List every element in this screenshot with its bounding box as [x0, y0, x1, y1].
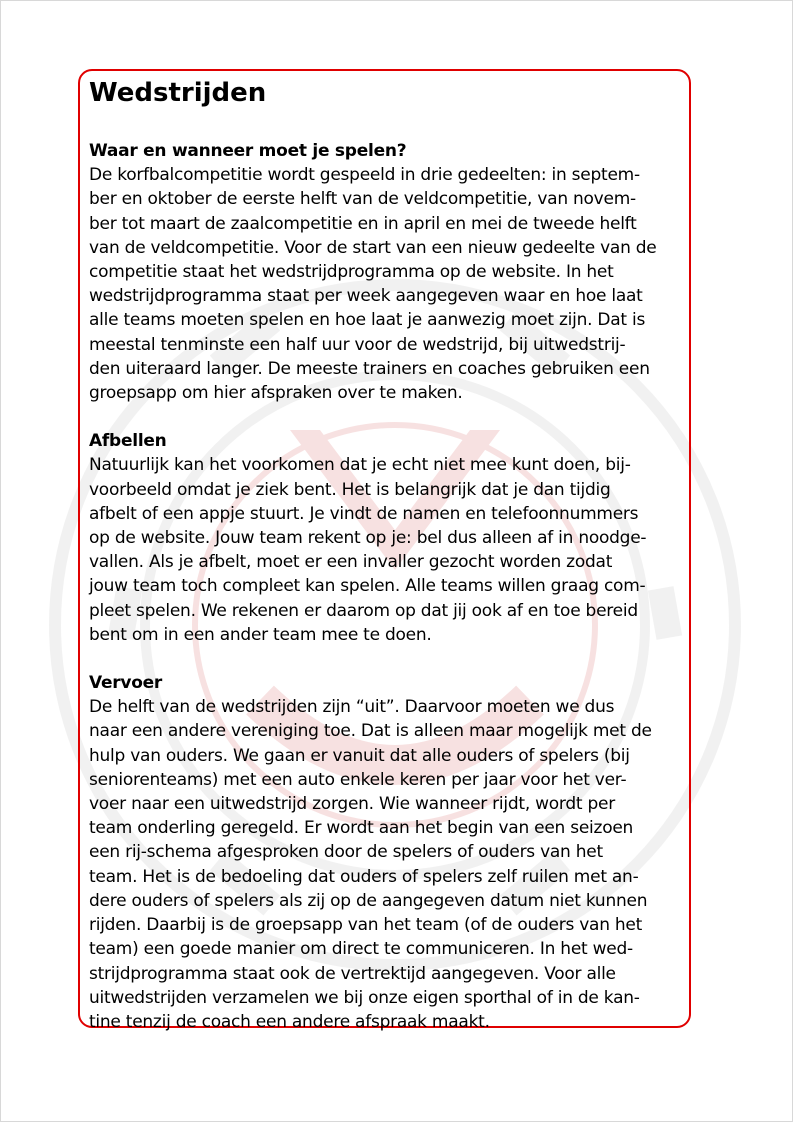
section-heading: Vervoer: [89, 673, 163, 694]
section-afbellen: [89, 429, 685, 647]
section-paragraph: De korfbalcompetitie wordt gespeeld in drie gedeelten: in septem- ber en oktober de eerste helft van de veldcompetitie, van novem- ber tot maart de zaalcompetitie en in april en mei de tweede helft van de veldcompetitie. Voor de start van een nieuw gedeelte van de competitie staat het wedstrijdprogramma op de website. In het wedstrijdprogramma staat per week aangegeven waar en hoe laat alle teams moeten spelen en hoe laat je aanwezig moet zijn. Dat is meestal tenminste een half uur voor de wedstrijd, bij uitwedstrij- den uiteraard langer. De meeste trainers en coaches gebruiken een groepsapp om hier afspraken over te maken.: [89, 165, 657, 404]
document-body: [89, 78, 685, 1058]
section-waar-en-wanneer: [89, 139, 685, 405]
section-paragraph: De helft van de wedstrijden zijn “uit”. Daarvoor moeten we dus naar een andere vereniging toe. Dat is alleen maar mogelijk met de hulp van ouders. We gaan er vanuit dat alle ouders of spelers (bij seniorenteams) met een auto enkele keren per jaar voor het ver- voer naar een uitwedstrijd zorgen. Wie wanneer rijdt, wordt per team onderling geregeld. Er wordt aan het begin van een seizoen een rij-schema afgesproken door de spelers of ouders van het team. Het is de bedoeling dat ouders of spelers zelf ruilen met an- dere ouders of spelers als zij op de aangegeven datum niet kunnen rijden. Daarbij is de groepsapp van het team (of de ouders van het team) een goede manier om direct te communiceren. In het wed- strijdprogramma staat ook de vertrektijd aangegeven. Voor alle uitwedstrijden verzamelen we bij onze eigen sporthal of in de kan- tine tenzij de coach een andere afspraak maakt.: [89, 697, 652, 1032]
section-vervoer: [89, 671, 685, 1034]
section-paragraph: Natuurlijk kan het voorkomen dat je echt niet mee kunt doen, bij- voorbeeld omdat je ziek bent. Het is belangrijk dat je dan tijdig afbelt of een appje stuurt. Je vindt de namen en telefoonnummers op de website. Jouw team rekent op je: bel dus alleen af in noodge- vallen. Als je afbelt, moet er een invaller gezocht worden zodat jouw team toch compleet kan spelen. Alle teams willen graag com- pleet spelen. We rekenen er daarom op dat jij ook af en toe bereid bent om in een ander team mee te doen.: [89, 455, 647, 645]
section-heading: Waar en wanneer moet je spelen?: [89, 141, 407, 161]
section-heading: Afbellen: [89, 431, 167, 452]
page-title: Wedstrijden: [89, 78, 267, 108]
